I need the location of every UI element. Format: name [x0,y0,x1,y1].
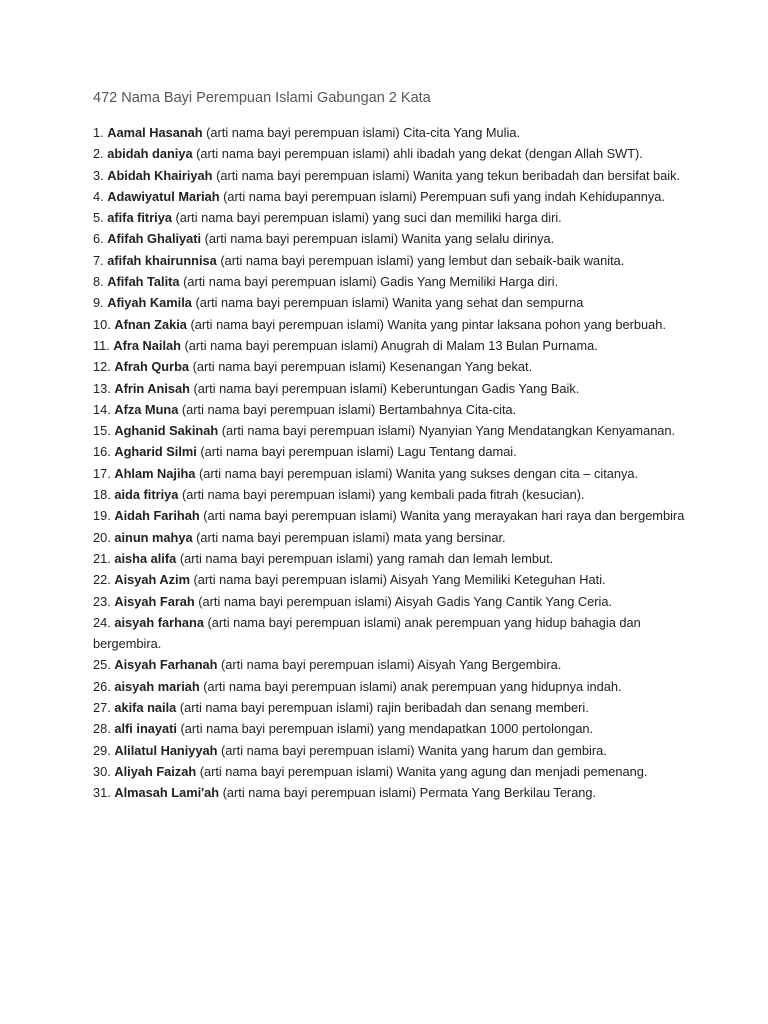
baby-name: Afnan Zakia [114,316,187,332]
list-item [93,463,693,484]
page-title: 472 Nama Bayi Perempuan Islami Gabungan 2 Kata [93,90,431,106]
name-meaning: (arti nama bayi perempuan islami) Perempuan sufi yang indah Kehidupannya. [223,188,665,204]
entry-number: 26. [93,678,111,694]
list-item [93,271,693,292]
baby-name: Afra Nailah [113,337,181,353]
list-item [93,718,693,739]
name-meaning: (arti nama bayi perempuan islami) Wanita yang selalu dirinya. [204,231,555,247]
name-meaning: (arti nama bayi perempuan islami) ahli ibadah yang dekat (dengan Allah SWT). [196,146,643,162]
name-meaning: (arti nama bayi perempuan islami) Kesenangan Yang bekat. [192,359,533,375]
baby-name: Abidah Khairiyah [107,167,213,183]
name-meaning: (arti nama bayi perempuan islami) Bertambahnya Cita-cita. [181,401,517,417]
list-item [93,314,693,335]
entry-number: 25. [93,657,111,673]
baby-name: Aidah Farihah [114,508,200,524]
list-item [93,676,693,697]
list-item [93,761,693,782]
baby-name: afifa fitriya [107,210,172,226]
entry-number: 6. [93,231,104,247]
name-meaning: (arti nama bayi perempuan islami) yang ramah dan lemah lembut. [179,550,554,566]
baby-name: akifa naila [114,700,177,716]
entry-number: 28. [93,721,111,737]
name-meaning: (arti nama bayi perempuan islami) Wanita yang merayakan hari raya dan bergembira [203,508,685,524]
baby-name: Afifah Talita [107,274,180,290]
entry-number: 22. [93,572,111,588]
name-meaning: (arti nama bayi perempuan islami) yang lembut dan sebaik-baik wanita. [220,252,625,268]
entry-number: 13. [93,380,111,396]
name-meaning: (arti nama bayi perempuan islami) Wanita yang sehat dan sempurna [195,295,584,311]
list-item [93,569,693,590]
name-meaning: (arti nama bayi perempuan islami) Anugrah di Malam 13 Bulan Purnama. [184,337,598,353]
list-item [93,505,693,526]
baby-name: Afifah Ghaliyati [107,231,202,247]
list-item [93,654,693,675]
entry-number: 9. [93,295,104,311]
entry-number: 16. [93,444,111,460]
name-meaning: (arti nama bayi perempuan islami) anak perempuan yang hidup bahagia dan bergembira. [93,614,641,652]
entry-number: 30. [93,763,111,779]
entry-number: 1. [93,125,104,140]
baby-name: Alilatul Haniyyah [114,742,218,758]
list-item [93,548,693,569]
list-item [93,399,693,420]
entry-number: 8. [93,274,104,290]
baby-name: Afrin Anisah [114,380,190,396]
baby-name: Adawiyatul Mariah [107,188,220,204]
baby-name: Almasah Lami'ah [114,785,220,801]
baby-name: Afrah Qurba [114,359,190,375]
entry-number: 14. [93,401,111,417]
entry-number: 31. [93,785,111,801]
list-item [93,782,693,803]
baby-name: Aisyah Farhanah [114,657,218,673]
baby-name: Ahlam Najiha [114,465,196,481]
entry-number: 17. [93,465,111,481]
list-item [93,697,693,718]
entry-number: 5. [93,210,104,226]
baby-name: Aliyah Faizah [114,763,197,779]
list-item [93,420,693,441]
entry-number: 19. [93,508,111,524]
name-meaning: (arti nama bayi perempuan islami) Wanita yang harum dan gembira. [221,742,607,758]
name-meaning: (arti nama bayi perempuan islami) Wanita yang tekun beribadah dan bersifat baik. [216,167,681,183]
name-meaning: (arti nama bayi perempuan islami) Lagu Tentang damai. [200,444,517,460]
list-item [93,356,693,377]
baby-name: aisyah mariah [114,678,200,694]
name-meaning: (arti nama bayi perempuan islami) Wanita yang agung dan menjadi pemenang. [199,763,648,779]
baby-name: Aamal Hasanah [107,125,203,140]
entry-number: 20. [93,529,111,545]
list-item [93,740,693,761]
list-item [93,165,693,186]
entry-number: 4. [93,188,104,204]
baby-name: Aisyah Farah [114,593,195,609]
list-item [93,122,693,143]
entry-number: 15. [93,423,111,439]
list-item [93,250,693,271]
name-list [93,122,693,804]
baby-name: Agharid Silmi [114,444,197,460]
entry-number: 29. [93,742,111,758]
name-meaning: (arti nama bayi perempuan islami) yang suci dan memiliki harga diri. [175,210,562,226]
baby-name: Aghanid Sakinah [114,423,219,439]
entry-number: 24. [93,614,111,630]
list-item [93,186,693,207]
name-meaning: (arti nama bayi perempuan islami) Wanita yang pintar laksana pohon yang berbuah. [190,316,666,332]
name-meaning: (arti nama bayi perempuan islami) rajin beribadah dan senang memberi. [179,700,589,716]
baby-name: Afza Muna [114,401,179,417]
name-meaning: (arti nama bayi perempuan islami) mata yang bersinar. [196,529,506,545]
entry-number: 23. [93,593,111,609]
list-item [93,228,693,249]
entry-number: 2. [93,146,104,162]
entry-number: 12. [93,359,111,375]
name-meaning: (arti nama bayi perempuan islami) Aisyah Gadis Yang Cantik Yang Ceria. [198,593,613,609]
baby-name: aisyah farhana [114,614,204,630]
name-meaning: (arti nama bayi perempuan islami) Gadis Yang Memiliki Harga diri. [183,274,559,290]
list-item [93,591,693,612]
list-item [93,335,693,356]
list-item [93,378,693,399]
name-meaning: (arti nama bayi perempuan islami) anak perempuan yang hidupnya indah. [203,678,622,694]
list-item [93,207,693,228]
entry-number: 7. [93,252,104,268]
baby-name: abidah daniya [107,146,193,162]
entry-number: 21. [93,550,111,566]
list-item [93,441,693,462]
name-meaning: (arti nama bayi perempuan islami) Cita-cita Yang Mulia. [206,125,521,140]
name-meaning: (arti nama bayi perempuan islami) Nyanyian Yang Mendatangkan Kenyamanan. [221,423,676,439]
baby-name: alfi inayati [114,721,177,737]
entry-number: 27. [93,700,111,716]
name-meaning: (arti nama bayi perempuan islami) Aisyah Yang Bergembira. [221,657,562,673]
name-meaning: (arti nama bayi perempuan islami) Aisyah Yang Memiliki Keteguhan Hati. [193,572,606,588]
name-meaning: (arti nama bayi perempuan islami) yang kembali pada fitrah (kesucian). [181,487,585,503]
entry-number: 10. [93,316,111,332]
list-item [93,527,693,548]
baby-name: aisha alifa [114,550,177,566]
name-meaning: (arti nama bayi perempuan islami) yang mendapatkan 1000 pertolongan. [180,721,594,737]
name-meaning: (arti nama bayi perempuan islami) Wanita yang sukses dengan cita – citanya. [199,465,639,481]
baby-name: aida fitriya [114,487,179,503]
list-item [93,143,693,164]
baby-name: afifah khairunnisa [107,252,217,268]
baby-name: ainun mahya [114,529,193,545]
entry-number: 18. [93,487,111,503]
baby-name: Afiyah Kamila [107,295,192,311]
name-meaning: (arti nama bayi perempuan islami) Permata Yang Berkilau Terang. [222,785,597,801]
name-meaning: (arti nama bayi perempuan islami) Keberuntungan Gadis Yang Baik. [193,380,580,396]
entry-number: 11. [93,337,110,353]
list-item [93,612,693,655]
entry-number: 3. [93,167,104,183]
baby-name: Aisyah Azim [114,572,190,588]
list-item [93,292,693,313]
list-item [93,484,693,505]
document-page [93,88,693,804]
